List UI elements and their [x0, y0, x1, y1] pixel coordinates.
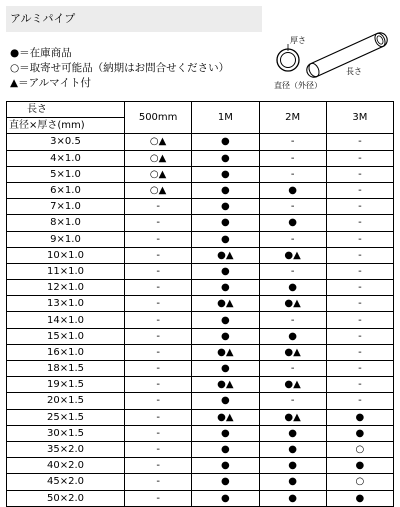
availability-cell: ○▲: [125, 166, 192, 182]
availability-cell: ●▲: [192, 409, 259, 425]
size-cell: 25×1.5: [7, 409, 125, 425]
availability-cell: ●▲: [259, 409, 326, 425]
diameter-label: 直径（外径）: [274, 81, 322, 90]
table-row: [7, 247, 394, 263]
table-row: [7, 441, 394, 457]
size-cell: 5×1.0: [7, 166, 125, 182]
size-cell: 18×1.5: [7, 361, 125, 377]
table-row: [7, 312, 394, 328]
availability-cell: ●: [192, 458, 259, 474]
availability-cell: ●: [259, 490, 326, 506]
availability-cell: -: [259, 312, 326, 328]
availability-cell: -: [125, 474, 192, 490]
availability-cell: -: [125, 458, 192, 474]
table-row: [7, 199, 394, 215]
table-row: [7, 182, 394, 198]
availability-cell: -: [326, 296, 393, 312]
availability-cell: ●: [326, 490, 393, 506]
legend: [10, 46, 229, 91]
length-label: 長さ: [346, 67, 362, 76]
size-cell: 45×2.0: [7, 474, 125, 490]
availability-cell: -: [125, 393, 192, 409]
availability-cell: ●▲: [192, 344, 259, 360]
legend-item-alumite: [10, 76, 229, 91]
size-cell: 15×1.0: [7, 328, 125, 344]
availability-cell: ●: [259, 425, 326, 441]
availability-cell: -: [125, 425, 192, 441]
availability-cell: -: [125, 361, 192, 377]
availability-cell: ●: [192, 280, 259, 296]
size-cell: 6×1.0: [7, 182, 125, 198]
availability-cell: ●: [192, 150, 259, 166]
table-row: [7, 458, 394, 474]
header-col-1m: 1M: [192, 102, 259, 134]
size-cell: 13×1.0: [7, 296, 125, 312]
availability-cell: -: [125, 409, 192, 425]
size-cell: 9×1.0: [7, 231, 125, 247]
table-row: [7, 361, 394, 377]
table-row: [7, 344, 394, 360]
availability-cell: ●▲: [192, 377, 259, 393]
table-row: [7, 425, 394, 441]
header-length: 長さ: [7, 102, 125, 118]
availability-cell: -: [326, 377, 393, 393]
size-cell: 16×1.0: [7, 344, 125, 360]
availability-cell: -: [259, 361, 326, 377]
size-cell: 50×2.0: [7, 490, 125, 506]
availability-cell: -: [326, 150, 393, 166]
header-diameter-thickness: 直径×厚さ(mm): [7, 118, 125, 134]
availability-cell: ●: [259, 474, 326, 490]
availability-cell: -: [259, 134, 326, 150]
size-cell: 35×2.0: [7, 441, 125, 457]
availability-cell: ●: [259, 441, 326, 457]
availability-cell: ●: [192, 231, 259, 247]
availability-cell: -: [125, 247, 192, 263]
availability-cell: ●: [259, 215, 326, 231]
table-row: [7, 490, 394, 506]
availability-cell: ●: [192, 361, 259, 377]
table-row: [7, 377, 394, 393]
availability-cell: ●▲: [259, 344, 326, 360]
availability-cell: ○▲: [125, 134, 192, 150]
availability-cell: -: [125, 377, 192, 393]
table-row: [7, 166, 394, 182]
header-col-500mm: 500mm: [125, 102, 192, 134]
availability-cell: ●: [259, 280, 326, 296]
header-row: [7, 102, 394, 118]
table-row: [7, 409, 394, 425]
header-col-3m: 3M: [326, 102, 393, 134]
availability-cell: ●: [192, 441, 259, 457]
availability-cell: ○: [326, 441, 393, 457]
availability-cell: ●: [192, 166, 259, 182]
legend-item-in-stock: [10, 46, 229, 61]
availability-cell: -: [326, 263, 393, 279]
availability-cell: -: [326, 328, 393, 344]
availability-cell: -: [125, 296, 192, 312]
table-row: [7, 393, 394, 409]
availability-cell: ○▲: [125, 182, 192, 198]
availability-cell: -: [259, 263, 326, 279]
triangle-icon: ▲: [10, 77, 19, 89]
size-cell: 30×1.5: [7, 425, 125, 441]
header-col-2m: 2M: [259, 102, 326, 134]
availability-cell: -: [259, 166, 326, 182]
availability-cell: -: [125, 215, 192, 231]
table-row: [7, 296, 394, 312]
availability-cell: ●: [259, 182, 326, 198]
availability-cell: ●: [259, 328, 326, 344]
size-cell: 11×1.0: [7, 263, 125, 279]
availability-cell: -: [259, 393, 326, 409]
legend-item-orderable: [10, 61, 229, 76]
open-circle-icon: ○: [10, 62, 20, 74]
size-cell: 10×1.0: [7, 247, 125, 263]
table-row: [7, 474, 394, 490]
availability-cell: -: [326, 312, 393, 328]
size-cell: 19×1.5: [7, 377, 125, 393]
availability-cell: ○: [326, 474, 393, 490]
page-title: アルミパイプ: [10, 12, 76, 25]
legend-text: ＝取寄せ可能品（納期はお問合せください）: [19, 62, 230, 74]
availability-cell: -: [326, 166, 393, 182]
pipe-end-inner: [281, 53, 296, 68]
availability-cell: ●▲: [259, 296, 326, 312]
availability-cell: -: [259, 199, 326, 215]
availability-cell: ●▲: [192, 296, 259, 312]
size-cell: 4×1.0: [7, 150, 125, 166]
table-row: [7, 215, 394, 231]
spec-table: [6, 101, 394, 507]
availability-cell: ●: [192, 199, 259, 215]
availability-cell: ●: [192, 393, 259, 409]
availability-cell: ●: [326, 409, 393, 425]
availability-cell: ○▲: [125, 150, 192, 166]
size-cell: 14×1.0: [7, 312, 125, 328]
availability-cell: ●: [192, 182, 259, 198]
size-cell: 20×1.5: [7, 393, 125, 409]
availability-cell: -: [125, 344, 192, 360]
availability-cell: -: [125, 199, 192, 215]
availability-cell: ●: [326, 458, 393, 474]
availability-cell: -: [125, 490, 192, 506]
availability-cell: -: [326, 393, 393, 409]
availability-cell: -: [125, 231, 192, 247]
availability-cell: ●: [192, 134, 259, 150]
availability-cell: ●▲: [259, 247, 326, 263]
availability-cell: ●▲: [259, 377, 326, 393]
availability-cell: -: [326, 247, 393, 263]
availability-cell: -: [326, 344, 393, 360]
pipe-diagram: [268, 22, 396, 100]
availability-cell: ●: [192, 490, 259, 506]
availability-cell: -: [326, 134, 393, 150]
availability-cell: ●: [192, 328, 259, 344]
availability-cell: -: [259, 231, 326, 247]
table-row: [7, 150, 394, 166]
availability-cell: -: [326, 361, 393, 377]
availability-cell: ●: [259, 458, 326, 474]
legend-text: ＝在庫商品: [19, 47, 72, 59]
availability-cell: ●: [192, 474, 259, 490]
availability-cell: -: [326, 231, 393, 247]
size-cell: 7×1.0: [7, 199, 125, 215]
table-row: [7, 231, 394, 247]
availability-cell: -: [125, 312, 192, 328]
size-cell: 12×1.0: [7, 280, 125, 296]
thickness-label: 厚さ: [290, 36, 306, 45]
availability-cell: -: [125, 280, 192, 296]
table-row: [7, 328, 394, 344]
size-cell: 8×1.0: [7, 215, 125, 231]
availability-cell: -: [125, 328, 192, 344]
availability-cell: ●▲: [192, 247, 259, 263]
availability-cell: -: [326, 182, 393, 198]
availability-cell: ●: [192, 312, 259, 328]
table-row: [7, 134, 394, 150]
availability-cell: ●: [192, 215, 259, 231]
availability-cell: ●: [192, 425, 259, 441]
availability-cell: -: [326, 215, 393, 231]
availability-cell: ●: [326, 425, 393, 441]
availability-cell: -: [125, 441, 192, 457]
availability-cell: -: [326, 199, 393, 215]
size-cell: 40×2.0: [7, 458, 125, 474]
filled-circle-icon: ●: [10, 47, 20, 59]
availability-cell: ●: [192, 263, 259, 279]
size-cell: 3×0.5: [7, 134, 125, 150]
availability-cell: -: [125, 263, 192, 279]
legend-text: ＝アルマイト付: [18, 77, 91, 89]
availability-cell: -: [326, 280, 393, 296]
table-row: [7, 263, 394, 279]
table-row: [7, 280, 394, 296]
availability-cell: -: [259, 150, 326, 166]
